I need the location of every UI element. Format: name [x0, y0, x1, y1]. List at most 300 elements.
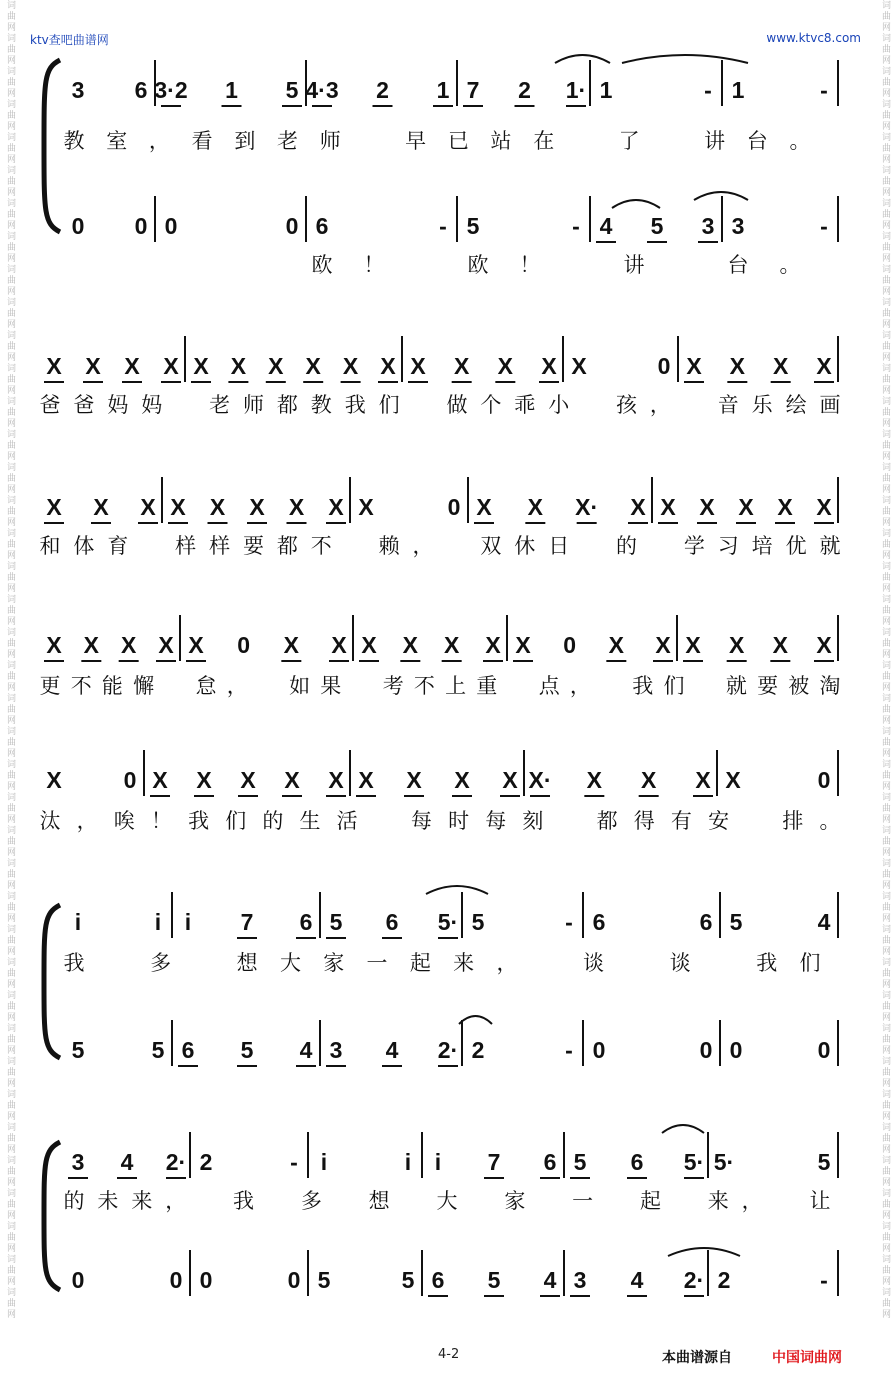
lyric-char: 小 — [548, 393, 570, 417]
jianpu-note: X — [586, 767, 603, 793]
lyric-char: ！ — [363, 253, 385, 277]
lyric-char: 都 — [596, 809, 618, 833]
jianpu-note: X — [630, 494, 646, 520]
jianpu-note: X· — [528, 767, 552, 793]
jianpu-note: 5 — [71, 1037, 85, 1063]
lyric-char: 点 — [538, 674, 560, 698]
jianpu-note: 0 — [164, 213, 178, 239]
jianpu-note: 1· — [565, 77, 587, 103]
lyric-char: 来 — [131, 1189, 153, 1213]
lyric-char: 讲 — [623, 253, 645, 277]
jianpu-note: X — [660, 494, 676, 520]
jianpu-note: X — [85, 353, 101, 379]
jianpu-note: X — [249, 494, 265, 520]
lyric-char: 安 — [708, 809, 730, 833]
jianpu-note: X — [777, 494, 793, 520]
jianpu-note: 3 — [71, 1149, 85, 1175]
jianpu-note: X — [46, 494, 62, 520]
lyric-char: 我 — [632, 674, 654, 698]
lyric-char: 重 — [476, 674, 498, 698]
jianpu-note: 5 — [650, 213, 664, 239]
jianpu-note: X — [158, 632, 174, 658]
lyric-char: 排 — [782, 809, 804, 833]
lyric-char: 未 — [97, 1189, 119, 1213]
jianpu-note: - — [820, 213, 828, 239]
jianpu-note: 6 — [630, 1149, 644, 1175]
jianpu-note: i — [404, 1149, 412, 1175]
lyric-char: 欧 — [311, 253, 333, 277]
lyric-char: 唉 — [113, 809, 135, 833]
jianpu-note: 5 — [573, 1149, 587, 1175]
jianpu-note: X — [305, 353, 321, 379]
lyric-char: 学 — [683, 534, 705, 558]
jianpu-note: X — [46, 767, 62, 793]
lyric-char: 。 — [779, 253, 801, 277]
brace — [44, 905, 60, 1058]
brace — [44, 1142, 60, 1290]
jianpu-note: 3·2 — [154, 77, 188, 103]
jianpu-note: X — [124, 353, 140, 379]
lyric-char: 大 — [279, 951, 301, 975]
jianpu-note: X — [152, 767, 168, 793]
jianpu-note: 6 — [699, 909, 713, 935]
lyric-char: 教 — [63, 129, 85, 153]
jianpu-note: 6 — [181, 1037, 195, 1063]
jianpu-note: X — [410, 353, 426, 379]
lyric-char: 每 — [485, 809, 507, 833]
jianpu-note: 0 — [563, 632, 577, 658]
jianpu-note: 5 — [240, 1037, 254, 1063]
lyric-char: ， — [649, 393, 671, 417]
jianpu-note: X — [358, 494, 374, 520]
jianpu-note: X — [772, 632, 789, 658]
jianpu-note: 6 — [385, 909, 399, 935]
lyric-char: 我 — [344, 393, 366, 417]
lyric-char: 淘 — [819, 674, 841, 698]
lyric-char: 看 — [191, 129, 213, 153]
jianpu-note: X — [83, 632, 100, 658]
lyric-char: 被 — [788, 674, 810, 698]
lyric-char: 已 — [447, 129, 469, 153]
lyric-char: 让 — [809, 1189, 831, 1213]
jianpu-note: X — [380, 353, 396, 379]
lyric-char: 生 — [299, 809, 321, 833]
lyric-char: 育 — [107, 534, 129, 558]
jianpu-note: - — [290, 1149, 298, 1175]
jianpu-note: X — [331, 632, 347, 658]
jianpu-note: X — [699, 494, 715, 520]
lyric-char: 样 — [175, 534, 197, 558]
jianpu-note: X — [230, 353, 247, 379]
lyric-char: 体 — [73, 534, 95, 558]
watermark-left: 词曲网词曲网词曲网词曲网词曲网词曲网词曲网词曲网词曲网词曲网词曲网词曲网词曲网词曲网词曲网词曲网词曲网词曲网词曲网词曲网词曲网词曲网词曲网词曲网词曲网词曲网词曲网词曲网词曲网词曲网词曲网词曲网词曲网词曲网词曲网词曲网词曲网词曲网词曲网词曲网 — [5, 0, 15, 1320]
lyric-char: ， — [148, 129, 170, 153]
jianpu-note: X — [728, 632, 745, 658]
lyric-char: 一 — [366, 951, 388, 975]
jianpu-note: X — [454, 767, 470, 793]
jianpu-note: X — [406, 767, 422, 793]
watermark-right: 词曲网词曲网词曲网词曲网词曲网词曲网词曲网词曲网词曲网词曲网词曲网词曲网词曲网词曲网词曲网词曲网词曲网词曲网词曲网词曲网词曲网词曲网词曲网词曲网词曲网词曲网词曲网词曲网词曲网词曲网词曲网词曲网词曲网词曲网词曲网词曲网词曲网词曲网词曲网词曲网 — [880, 0, 890, 1320]
jianpu-note: 7 — [240, 909, 254, 935]
jianpu-note: X — [485, 632, 501, 658]
jianpu-note: 6 — [134, 77, 148, 103]
jianpu-note: - — [704, 77, 712, 103]
jianpu-note: 5 — [817, 1149, 831, 1175]
lyric-char: ， — [226, 674, 248, 698]
lyric-char: 大 — [436, 1189, 458, 1213]
lyric-char: 日 — [548, 534, 570, 558]
lyric-char: ， — [496, 951, 518, 975]
jianpu-note: 0 — [237, 632, 251, 658]
jianpu-note: i — [320, 1149, 328, 1175]
jianpu-note: - — [820, 77, 828, 103]
jianpu-note: 1 — [731, 77, 745, 103]
jianpu-note: X — [655, 632, 671, 658]
jianpu-note: 5 — [285, 77, 299, 103]
brace — [44, 60, 60, 232]
lyric-char: 家 — [504, 1189, 526, 1213]
lyric-char: 们 — [799, 951, 821, 975]
jianpu-note: X — [695, 767, 711, 793]
jianpu-note: 3 — [573, 1267, 587, 1293]
jianpu-note: X — [170, 494, 186, 520]
jianpu-note: 0 — [199, 1267, 213, 1293]
lyric-char: 个 — [480, 393, 502, 417]
jianpu-note: 5· — [713, 1149, 735, 1175]
lyric-char: 就 — [819, 534, 841, 558]
lyric-char: 习 — [717, 534, 739, 558]
lyric-char: 赖 — [378, 534, 400, 558]
jianpu-note: - — [439, 213, 447, 239]
jianpu-note: X — [541, 353, 557, 379]
lyric-char: 果 — [320, 674, 342, 698]
lyric-char: 就 — [725, 674, 747, 698]
jianpu-note: X — [46, 353, 62, 379]
lyric-char: 多 — [150, 951, 172, 975]
jianpu-note: 0 — [134, 213, 148, 239]
jianpu-note: 5 — [729, 909, 743, 935]
jianpu-note: 0 — [123, 767, 137, 793]
jianpu-note: X — [453, 353, 470, 379]
jianpu-note: X — [209, 494, 226, 520]
jianpu-note: 3 — [71, 77, 85, 103]
jianpu-note: 4 — [817, 909, 831, 935]
lyric-char: 妈 — [141, 393, 163, 417]
lyric-char: 的 — [262, 809, 284, 833]
lyric-char: ， — [741, 1189, 763, 1213]
jianpu-note: 0 — [729, 1037, 743, 1063]
jianpu-note: X — [268, 353, 284, 379]
lyric-char: 起 — [639, 1189, 661, 1213]
lyric-char: 来 — [453, 951, 475, 975]
lyric-char: 都 — [276, 393, 298, 417]
lyric-char: ！ — [150, 809, 172, 833]
lyric-char: 爸 — [73, 393, 95, 417]
lyric-char: 能 — [101, 674, 123, 698]
source-brand: 中国词曲网 — [772, 1350, 842, 1366]
lyric-char: 每 — [410, 809, 432, 833]
jianpu-note: 4 — [543, 1267, 557, 1293]
lyric-char: 讲 — [704, 129, 726, 153]
jianpu-note: 6 — [431, 1267, 445, 1293]
jianpu-note: X — [361, 632, 377, 658]
lyric-char: ， — [76, 809, 98, 833]
lyric-char: 休 — [514, 534, 536, 558]
jianpu-note: - — [820, 1267, 828, 1293]
jianpu-note: X — [240, 767, 256, 793]
jianpu-note: 6 — [543, 1149, 557, 1175]
jianpu-note: 4·3 — [305, 77, 339, 103]
jianpu-note: X — [140, 494, 156, 520]
lyric-char: 音 — [717, 393, 739, 417]
lyric-char: 得 — [633, 809, 655, 833]
jianpu-note: i — [154, 909, 162, 935]
lyric-char: 。 — [819, 809, 841, 833]
lyric-char: 不 — [310, 534, 332, 558]
jianpu-note: - — [565, 1037, 573, 1063]
page-number: 4-2 — [438, 1347, 460, 1362]
lyric-char: 乖 — [514, 393, 536, 417]
jianpu-note: X — [328, 494, 344, 520]
site-name-header: ktv查吧曲谱网 — [30, 33, 109, 47]
jianpu-note: 6 — [299, 909, 313, 935]
jianpu-note: 0 — [169, 1267, 183, 1293]
jianpu-note: 5· — [437, 909, 459, 935]
jianpu-note: 0 — [71, 213, 85, 239]
jianpu-note: X — [283, 632, 300, 658]
lyric-char: 做 — [446, 393, 468, 417]
lyric-char: 到 — [234, 129, 256, 153]
lyric-char: 。 — [789, 129, 811, 153]
lyric-char: 多 — [300, 1189, 322, 1213]
tie-slur — [612, 200, 660, 208]
jianpu-note: X — [120, 632, 137, 658]
jianpu-note: 0 — [817, 1037, 831, 1063]
lyric-char: 如 — [289, 674, 311, 698]
lyric-char: 不 — [70, 674, 92, 698]
lyric-char: 起 — [409, 951, 431, 975]
lyric-char: 们 — [663, 674, 685, 698]
jianpu-note: X — [358, 767, 374, 793]
jianpu-note: X — [816, 494, 832, 520]
jianpu-note: 6 — [592, 909, 606, 935]
lyric-char: 我 — [233, 1189, 255, 1213]
jianpu-note: 5 — [151, 1037, 165, 1063]
lyric-char: 上 — [445, 674, 467, 698]
lyric-char: 妈 — [107, 393, 129, 417]
lyric-char: 早 — [405, 129, 427, 153]
jianpu-note: X — [402, 632, 419, 658]
lyric-char: 来 — [707, 1189, 729, 1213]
lyric-char: 室 — [106, 129, 128, 153]
jianpu-note: 2 — [717, 1267, 731, 1293]
jianpu-note: X — [725, 767, 741, 793]
lyric-char: 师 — [242, 393, 264, 417]
jianpu-note: X — [515, 632, 531, 658]
lyric-char: 有 — [670, 809, 692, 833]
lyric-char: 我 — [188, 809, 210, 833]
lyric-char: ， — [412, 534, 434, 558]
jianpu-note: X — [342, 353, 359, 379]
jianpu-note: 0 — [287, 1267, 301, 1293]
jianpu-note: 4 — [299, 1037, 313, 1063]
jianpu-note: X — [608, 632, 625, 658]
jianpu-note: 0 — [592, 1037, 606, 1063]
jianpu-note: X — [188, 632, 204, 658]
jianpu-note: 0 — [699, 1037, 713, 1063]
lyric-char: 想 — [236, 951, 258, 975]
jianpu-note: 5 — [401, 1267, 415, 1293]
lyric-char: 要 — [242, 534, 264, 558]
lyric-char: 谈 — [669, 951, 691, 975]
jianpu-note: 7 — [487, 1149, 501, 1175]
jianpu-note: 2 — [471, 1037, 485, 1063]
jianpu-note: i — [74, 909, 82, 935]
jianpu-note: X — [527, 494, 544, 520]
tie-slur — [668, 1248, 740, 1256]
jianpu-note: i — [434, 1149, 442, 1175]
lyric-char: 绘 — [785, 393, 807, 417]
lyric-char: 们 — [225, 809, 247, 833]
jianpu-note: X — [163, 353, 179, 379]
lyric-char: 想 — [368, 1189, 390, 1213]
lyric-char: 更 — [39, 674, 61, 698]
tie-slur — [622, 55, 748, 63]
jianpu-note: X — [502, 767, 518, 793]
jianpu-note: i — [184, 909, 192, 935]
lyric-char: 欧 — [467, 253, 489, 277]
lyric-char: 汰 — [39, 809, 61, 833]
jianpu-note: 4 — [599, 213, 613, 239]
jianpu-note: 0 — [285, 213, 299, 239]
jianpu-note: 2· — [165, 1149, 187, 1175]
jianpu-note: X — [685, 632, 701, 658]
jianpu-note: 0 — [657, 353, 671, 379]
jianpu-note: 0 — [447, 494, 461, 520]
lyric-char: ！ — [519, 253, 541, 277]
lyric-char: 老 — [277, 129, 299, 153]
tie-slur — [662, 1125, 704, 1133]
lyric-char: 时 — [448, 809, 470, 833]
lyric-char: 优 — [785, 534, 807, 558]
lyric-char: 在 — [533, 129, 555, 153]
lyric-char: 台 — [727, 253, 749, 277]
jianpu-note: X — [738, 494, 754, 520]
lyric-char: 怠 — [195, 674, 217, 698]
jianpu-note: X — [443, 632, 460, 658]
jianpu-note: 5 — [471, 909, 485, 935]
jianpu-note: 2 — [376, 77, 389, 103]
lyric-char: 教 — [310, 393, 332, 417]
jianpu-note: X — [640, 767, 657, 793]
lyric-char: 我 — [63, 951, 85, 975]
tie-slur — [555, 55, 610, 63]
site-url-header: www.ktvc8.com — [766, 31, 861, 45]
jianpu-note: 4 — [630, 1267, 644, 1293]
lyric-char: 师 — [319, 129, 341, 153]
jianpu-note: X — [93, 494, 109, 520]
jianpu-note: X — [46, 632, 62, 658]
source-label: 本曲谱源自 — [662, 1350, 732, 1366]
lyric-char: 了 — [618, 129, 640, 153]
jianpu-note: X — [729, 353, 746, 379]
lyric-char: 老 — [209, 393, 231, 417]
jianpu-note: 2· — [437, 1037, 459, 1063]
jianpu-note: 2· — [683, 1267, 705, 1293]
jianpu-note: X — [284, 767, 300, 793]
jianpu-note: X — [196, 767, 212, 793]
jianpu-note: 4 — [385, 1037, 399, 1063]
jianpu-note: 0 — [71, 1267, 85, 1293]
jianpu-note: 5 — [487, 1267, 501, 1293]
lyric-char: 的 — [616, 534, 638, 558]
jianpu-note: 5 — [317, 1267, 331, 1293]
jianpu-note: 0 — [817, 767, 831, 793]
lyric-char: 站 — [490, 129, 512, 153]
jianpu-note: X — [497, 353, 514, 379]
jianpu-note: 5· — [683, 1149, 705, 1175]
jianpu-note: 2 — [518, 77, 531, 103]
lyric-char: 刻 — [522, 809, 544, 833]
lyric-char: 要 — [757, 674, 779, 698]
jianpu-note: 2 — [199, 1149, 213, 1175]
jianpu-note: 7 — [466, 77, 480, 103]
jianpu-note: 6 — [315, 213, 329, 239]
lyric-char: 台 — [746, 129, 768, 153]
lyric-char: ， — [165, 1189, 187, 1213]
lyric-char: 样 — [209, 534, 231, 558]
lyric-char: 家 — [323, 951, 345, 975]
jianpu-note: 3 — [329, 1037, 343, 1063]
tie-slur — [426, 886, 488, 894]
jianpu-note: 3 — [731, 213, 745, 239]
lyric-char: 我 — [756, 951, 778, 975]
jianpu-note: 1 — [225, 77, 238, 103]
tie-slur — [459, 1016, 492, 1024]
lyric-char: 都 — [276, 534, 298, 558]
jianpu-note: X — [193, 353, 209, 379]
lyric-char: 活 — [336, 809, 358, 833]
jianpu-note: X — [772, 353, 789, 379]
jianpu-note: X — [328, 767, 344, 793]
lyric-char: 和 — [39, 534, 61, 558]
lyric-char: ， — [569, 674, 591, 698]
lyric-char: 们 — [378, 393, 400, 417]
jianpu-note: 1 — [599, 77, 613, 103]
lyric-char: 懈 — [133, 674, 155, 698]
jianpu-note: X· — [575, 494, 599, 520]
jianpu-note: 5 — [466, 213, 480, 239]
lyric-char: 孩 — [616, 393, 638, 417]
jianpu-note: - — [565, 909, 573, 935]
jianpu-note: - — [572, 213, 580, 239]
jianpu-note: 4 — [120, 1149, 134, 1175]
jianpu-note: X — [571, 353, 587, 379]
jianpu-note: X — [288, 494, 305, 520]
lyric-char: 考 — [382, 674, 404, 698]
jianpu-note: X — [816, 353, 832, 379]
jianpu-note: X — [686, 353, 702, 379]
jianpu-note: X — [476, 494, 492, 520]
jianpu-note: 3 — [701, 213, 715, 239]
jianpu-note: 1 — [436, 77, 450, 103]
jianpu-note: X — [816, 632, 832, 658]
lyric-char: 不 — [413, 674, 435, 698]
lyric-char: 双 — [480, 534, 502, 558]
lyric-char: 培 — [751, 534, 773, 558]
lyric-char: 谈 — [583, 951, 605, 975]
lyric-char: 的 — [63, 1189, 85, 1213]
